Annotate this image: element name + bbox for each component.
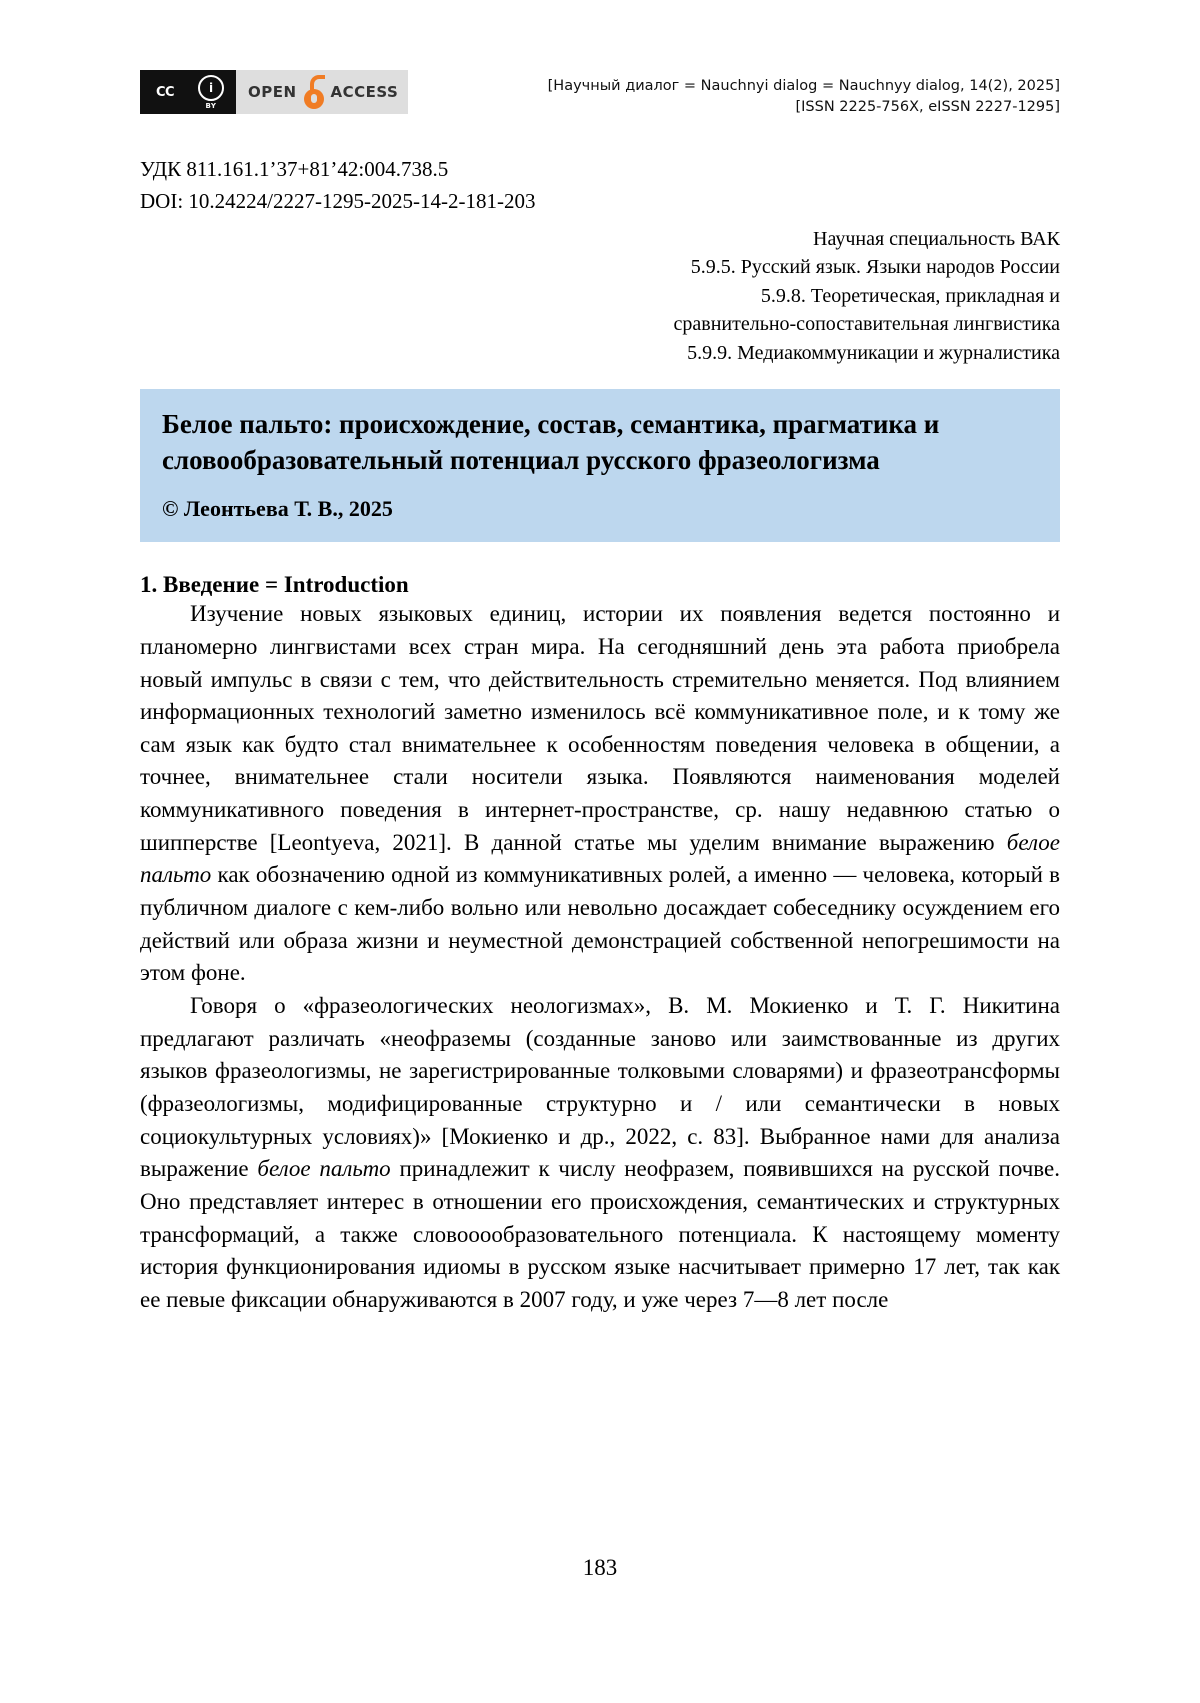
cc-label: CC — [155, 84, 175, 100]
paragraph-1-italic-phrase: белое пальто — [140, 829, 1060, 888]
cc-by-label: BY — [205, 101, 217, 110]
page-content — [140, 70, 1060, 1317]
journal-title-line: [Научный диалог = Nauchnyi dialog = Nauchnyy dialog, 14(2), 2025] — [547, 78, 1060, 94]
open-lock-icon — [301, 75, 327, 109]
license-badges — [140, 70, 408, 114]
paragraph-1-text-b: как обозначению одной из коммуникативных ролей, а именно — человека, который в публичном диалоге с кем-либо вольно или невольно досаждает собеседнику осуждением его действий или образа жизни и неуместной демонстрацией собственной непогрешимости на этом фоне. — [140, 862, 1060, 986]
vak-specialty — [140, 225, 1060, 367]
vak-line-3: сравнительно-сопоставительная лингвистика — [673, 313, 1060, 336]
open-access-badge — [236, 70, 408, 114]
section-heading: 1. Введение = Introduction — [140, 572, 409, 598]
paragraph-1 — [140, 598, 1060, 990]
paragraph-2-text-a: Говоря о «фразеологических неологизмах», В. М. Мокиенко и Т. Г. Никитина предлагают различать «неофраземы (созданные заново или заимствованные из других языков фразеологизмы, не зарегистрированные толковыми словарями) и фразеотрансформы (фразеологизмы, модифицированные структурно и / или семантически в новых социокультурных условиях)» [Мокиенко и др., 2022, с. 83]. Выбранное нами для анализа выражение — [140, 993, 1060, 1182]
page-header — [140, 70, 1060, 130]
copyright-line: © Леонтьева Т. В., 2025 — [162, 496, 393, 522]
title-block — [140, 389, 1060, 542]
person-icon: i — [198, 75, 224, 101]
identifiers — [140, 154, 1060, 217]
open-access-access-label: ACCESS — [330, 83, 399, 101]
vak-heading: Научная специальность ВАК — [813, 228, 1060, 250]
paragraph-2 — [140, 990, 1060, 1317]
paragraph-2-text-b: принадлежит к числу неофразем, появившихся на русской почве. Оно представляет интерес в отношении его происхождения, семантических и структурных трансформаций, а также словооообразовательного потенциала. К настоящему моменту история функционирования идиомы в русском языке насчитывает примерно 17 лет, так как ее певые фиксации обнаруживаются в 2007 году, и уже через 7—8 лет после — [140, 1156, 1060, 1312]
vak-line-2: 5.9.8. Теоретическая, прикладная и — [760, 284, 1060, 307]
vak-line-1: 5.9.5. Русский язык. Языки народов России — [690, 256, 1060, 279]
page-title: Белое пальто: происхождение, состав, семантика, прагматика и словообразовательный потенциал русского фразеологизма — [162, 408, 940, 475]
cc-by-cell — [188, 72, 234, 112]
paragraph-2-italic-phrase: белое пальто — [257, 1156, 391, 1182]
doi-code: DOI: 10.24224/2227-1295-2025-14-2-181-203 — [140, 188, 536, 213]
udk-code: УДК 811.161.1’37+81’42:004.738.5 — [140, 157, 449, 181]
paragraph-1-text-a: Изучение новых языковых единиц, истории их появления ведется постоянно и планомерно лингвистами всех стран мира. На сегодняшний день эта работа приобрела новый импульс в связи с тем, что действительность стремительно меняется. Под влиянием информационных технологий заметно изменилось всё коммуникативное поле, и к тому же сам язык как будто стал внимательнее к особенностям поведения человека в общении, а точнее, внимательнее стали носители языка. Появляются наименования моделей коммуникативного поведения в интернет-пространстве, ср. нашу недавнюю статью о шипперстве [Leontyeva, 2021]. В данной статье мы уделим внимание выражению — [140, 601, 1060, 855]
creative-commons-icon — [140, 70, 236, 114]
page-number: 183 — [582, 1555, 618, 1580]
cc-logo-cell — [142, 72, 188, 112]
journal-issn-line: [ISSN 2225-756X, eISSN 2227-1295] — [795, 99, 1060, 116]
vak-line-4: 5.9.9. Медиакоммуникации и журналистика — [687, 341, 1060, 364]
journal-citation — [548, 70, 1060, 118]
open-access-open-label: OPEN — [248, 83, 297, 101]
